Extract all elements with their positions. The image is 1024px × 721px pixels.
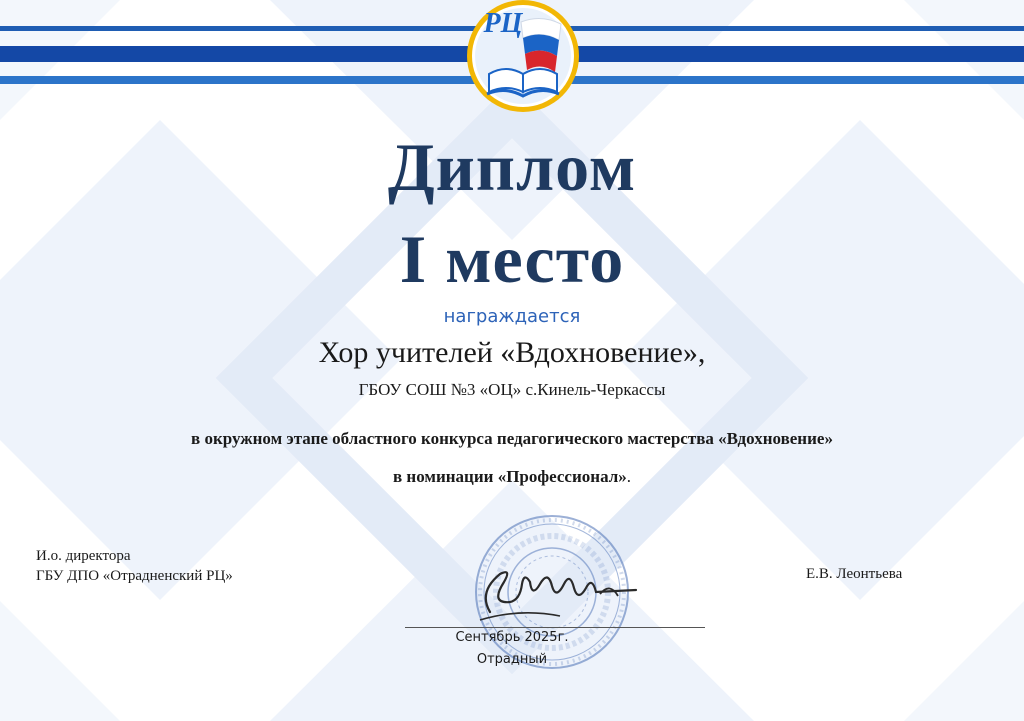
- signatory-title-line1: И.о. директора: [36, 548, 131, 564]
- awarded-label: награждается: [443, 306, 581, 327]
- signatory-title-line2: ГБУ ДПО «Отрадненский РЦ»: [36, 568, 233, 584]
- place-title: I место: [399, 221, 625, 297]
- signatory-title: [36, 546, 233, 586]
- recipient-organization: ГБОУ СОШ №3 «ОЦ» с.Кинель-Черкассы: [358, 380, 666, 399]
- nomination-suffix: .: [626, 467, 632, 486]
- logo-text: РЦ: [483, 8, 523, 39]
- contest-description: в окружном этапе областного конкурса педагогического мастерства «Вдохновение»: [191, 429, 833, 448]
- diploma-title: Диплом: [387, 129, 637, 205]
- recipient-name: Хор учителей «Вдохновение»,: [318, 336, 706, 369]
- nomination-line: [0, 467, 1024, 487]
- issue-city: Отрадный: [476, 652, 548, 667]
- signatory-name: Е.В. Леонтьева: [806, 566, 903, 582]
- issue-date: Сентябрь 2025г.: [455, 630, 569, 645]
- nomination-text: в номинации «Профессионал»: [392, 467, 627, 486]
- signature-line: [405, 627, 705, 628]
